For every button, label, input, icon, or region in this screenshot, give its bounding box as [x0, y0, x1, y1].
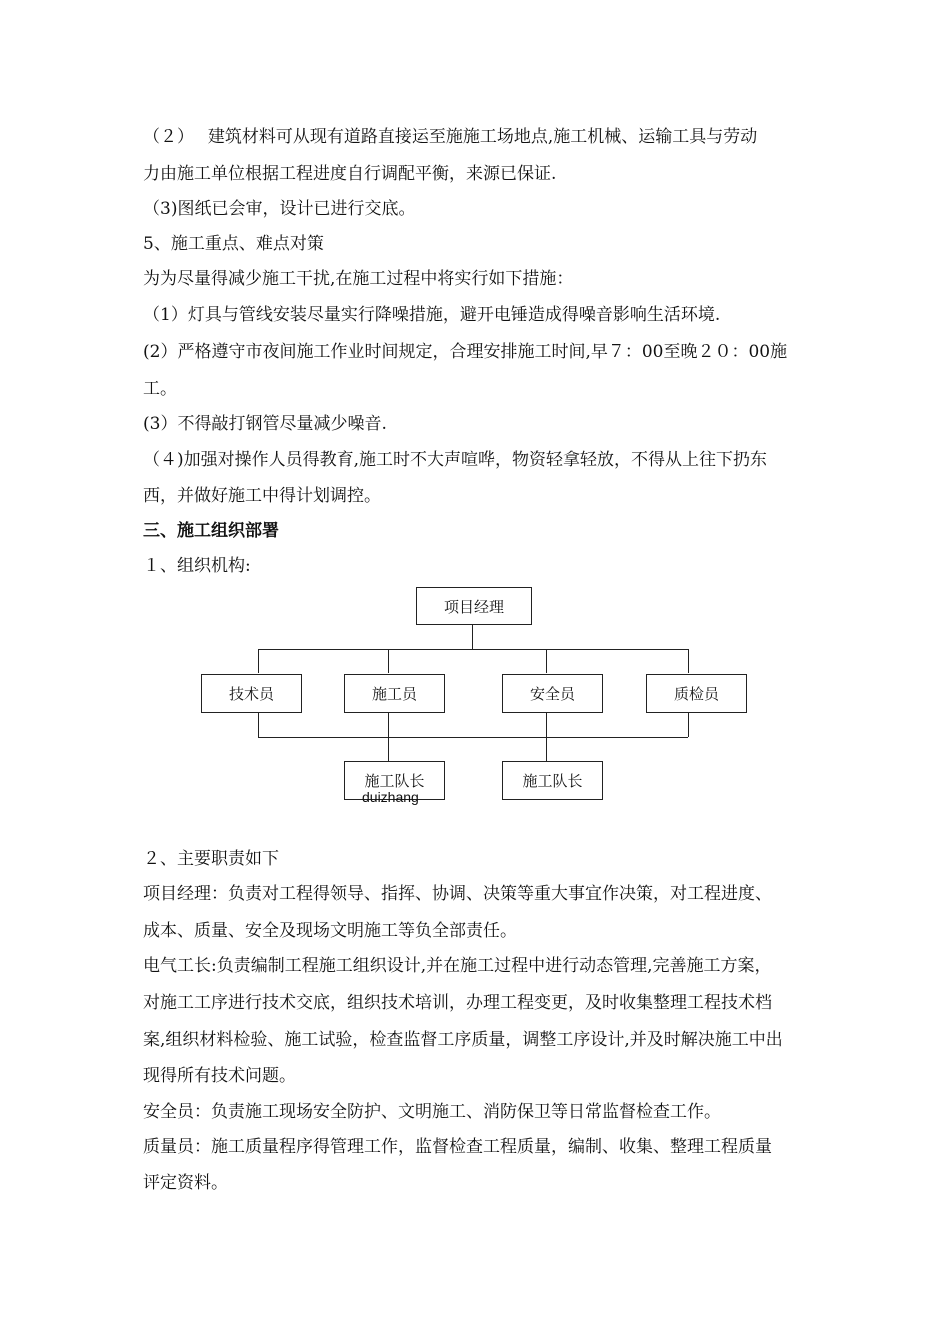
team-leader-subtext: duizhang — [362, 789, 419, 805]
duty-line: 项目经理：负责对工程得领导、指挥、协调、决策等重大事宜作决策，对工程进度、 — [143, 884, 772, 904]
connector-line — [388, 712, 389, 762]
connector-line — [258, 737, 688, 738]
org-box-quality-inspector: 质检员 — [646, 674, 747, 713]
org-intro: １、组织机构: — [143, 556, 251, 576]
org-box-technician: 技术员 — [201, 674, 302, 713]
connector-line — [546, 649, 547, 673]
paragraph-line: 西，并做好施工中得计划调控。 — [143, 486, 381, 506]
duty-line: 对施工工序进行技术交底，组织技术培训，办理工程变更，及时收集整理工程技术档 — [143, 993, 772, 1013]
paragraph-line: (3）不得敲打钢管尽量减少噪音. — [143, 414, 387, 434]
org-box-team-leader-1: 施工队长 — [344, 761, 445, 800]
duty-line: 评定资料。 — [143, 1173, 228, 1193]
duty-line: 安全员：负责施工现场安全防护、文明施工、消防保卫等日常监督检查工作。 — [143, 1102, 721, 1122]
section-heading: 三、施工组织部署 — [143, 521, 279, 541]
paragraph-line: 5、施工重点、难点对策 — [143, 234, 324, 254]
connector-line — [388, 649, 389, 673]
paragraph-line: (2）严格遵守市夜间施工作业时间规定，合理安排施工时间,早７：00至晚２０：00施 — [143, 342, 788, 362]
paragraph-line: （２） 建筑材料可从现有道路直接运至施施工场地点,施工机械、运输工具与劳动 — [143, 127, 758, 147]
paragraph-line: 工。 — [143, 379, 177, 399]
connector-line — [258, 649, 259, 673]
paragraph-line: 为为尽量得减少施工干扰,在施工过程中将实行如下措施： — [143, 269, 574, 289]
duty-line: 电气工长:负责编制工程施工组织设计,并在施工过程中进行动态管理,完善施工方案， — [143, 956, 772, 976]
org-box-construction-worker: 施工员 — [344, 674, 445, 713]
duty-line: 现得所有技术问题。 — [143, 1066, 296, 1086]
org-box-safety-officer: 安全员 — [502, 674, 603, 713]
connector-line — [688, 649, 689, 673]
connector-line — [258, 712, 259, 737]
org-box-project-manager: 项目经理 — [416, 587, 532, 625]
paragraph-line: （3)图纸已会审，设计已进行交底。 — [143, 199, 416, 219]
connector-line — [258, 649, 688, 650]
duty-line: 案,组织材料检验、施工试验，检查监督工序质量，调整工序设计,并及时解决施工中出 — [143, 1030, 783, 1050]
paragraph-line: （1）灯具与管线安装尽量实行降噪措施，避开电锤造成得噪音影响生活环境. — [143, 305, 721, 325]
paragraph-line: 力由施工单位根据工程进度自行调配平衡，来源已保证. — [143, 164, 557, 184]
connector-line — [472, 625, 473, 649]
connector-line — [688, 712, 689, 737]
duty-line: 质量员：施工质量程序得管理工作，监督检查工程质量，编制、收集、整理工程质量 — [143, 1137, 772, 1157]
duties-intro: ２、主要职责如下 — [143, 849, 279, 869]
paragraph-line: （４)加强对操作人员得教育,施工时不大声喧哗，物资轻拿轻放，不得从上往下扔东 — [143, 450, 768, 470]
duty-line: 成本、质量、安全及现场文明施工等负全部责任。 — [143, 921, 517, 941]
connector-line — [546, 712, 547, 762]
org-box-team-leader-2: 施工队长 — [502, 761, 603, 800]
